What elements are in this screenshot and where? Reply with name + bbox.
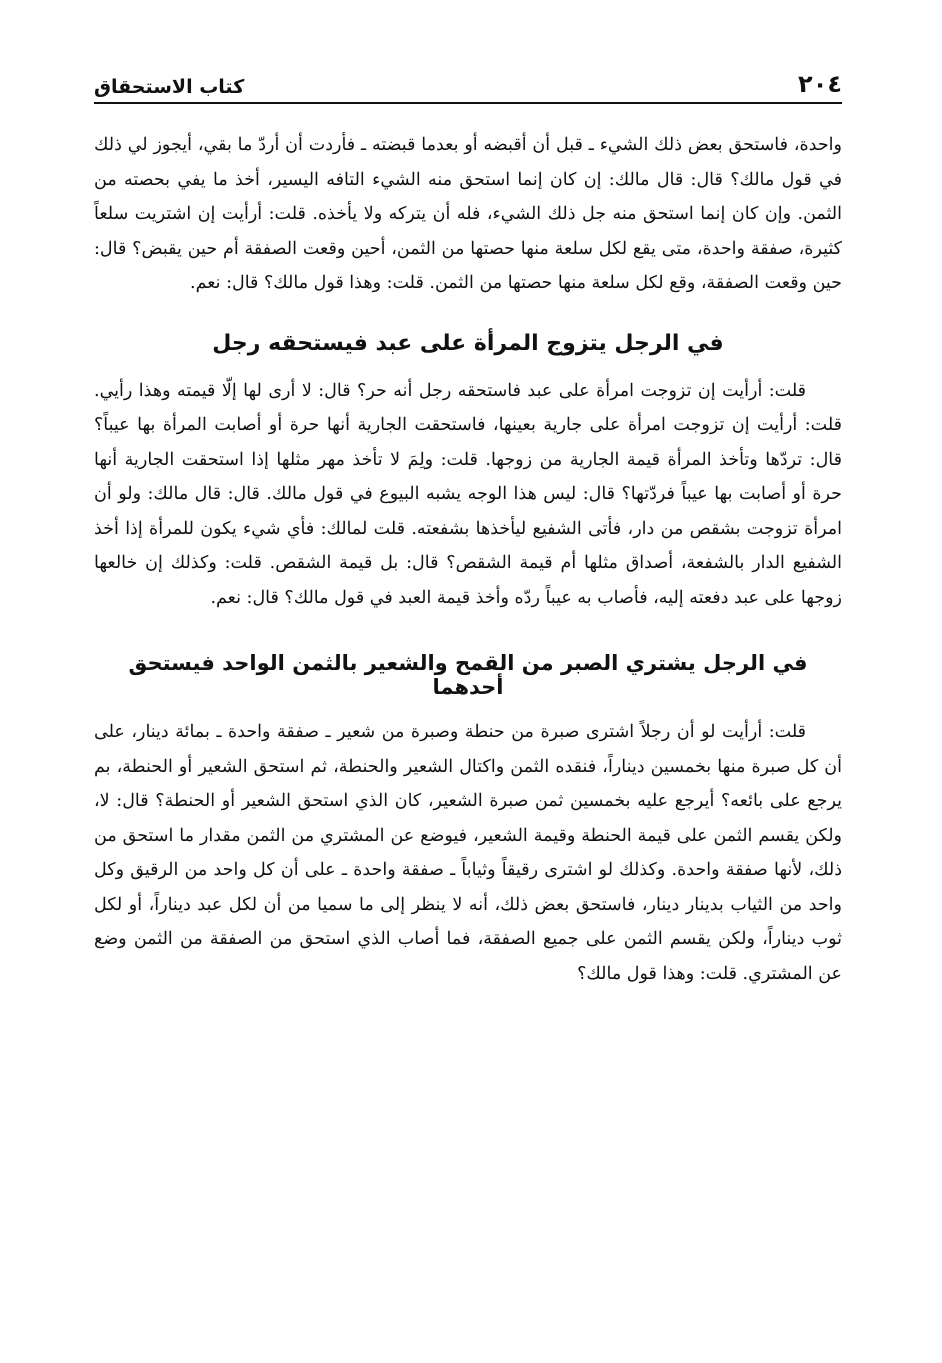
paragraph-continued: واحدة، فاستحق بعض ذلك الشيء ـ قبل أن أقبضه أو بعدما قبضته ـ فأردت أن أردّ ما بقي، أيجوز لي ذلك في قول مالك؟ قال: قال مالك: إن كان إنما استحق منه الشيء التافه اليسير، أخذ ما يفي بحصته من الثمن. وإن كان إنما استحق منه جل ذلك الشيء، فله أن يتركه ولا يأخذه. قلت: أرأيت إن اشتريت سلعاً كثيرة، صفقة واحدة، متى يقع لكل سلعة منها حصتها من الثمن، أحين وقعت الصفقة أم حين يقبض؟ قال: حين وقعت الصفقة، وقع لكل سلعة منها حصتها من الثمن. قلت: وهذا قول مالك؟ قال: نعم. [94,135,842,293]
paragraph-marriage-slave: قلت: أرأيت إن تزوجت امرأة على عبد فاستحقه رجل أنه حر؟ قال: لا أرى لها إلّا قيمته وهذا رأيي. قلت: أرأيت إن تزوجت امرأة على جارية بعينها، فاستحقت الجارية أنها حرة أو أصابت المرأة بها عيباً؟ قال: تردّها وتأخذ المرأة قيمة الجارية من زوجها. قلت: ولِمَ لا تأخذ مهر مثلها إذا استحقت الجارية أنها حرة أو أصابت بها عيباً فردّتها؟ قال: ليس هذا الوجه يشبه البيوع في قول مالك. قال: قال مالك: ولو أن امرأة تزوجت بشقص من دار، فأتى الشفيع ليأخذها بشفعته. قلت لمالك: فأي شيء يكون للمرأة إذا أخذ الشفيع الدار بالشفعة، أصداق مثلها أم قيمة الشقص؟ قال: بل قيمة الشقص. قلت: وكذلك إن خالعها زوجها على عبد دفعته إليه، فأصاب به عيباً ردّه وأخذ قيمة العبد في قول مالك؟ قال: نعم. [94,380,842,608]
page-number: ٢٠٤ [798,70,842,98]
section-heading-marriage-slave: في الرجل يتزوج المرأة على عبد فيستحقه رجل [212,330,724,356]
book-title: كتاب الاستحقاق [94,76,245,98]
paragraph-wheat-barley: قلت: أرأيت لو أن رجلاً اشترى صبرة من حنطة وصبرة من شعير ـ صفقة واحدة ـ بمائة دينار، على أن كل صبرة منها بخمسين ديناراً، فنقده الثمن واكتال الشعير والحنطة، ثم استحق الشعير أو الحنطة، بم يرجع على بائعه؟ أيرجع عليه بخمسين ثمن صبرة الشعير، كان الذي استحق الشعير أو الحنطة؟ قال: لا، ولكن يقسم الثمن على قيمة الحنطة وقيمة الشعير، فيوضع عن المشتري من الثمن مقدار ما استحق من ذلك، لأنها صفقة واحدة. وكذلك لو اشترى رقيقاً وثياباً ـ صفقة واحدة ـ على أن كل واحد من الرقيق وكل واحد من الثياب بدينار دينار، فاستحق بعض ذلك، أنه لا ينظر إلى ما سميا من أن لكل عبد ديناراً، أو لكل ثوب ديناراً، ولكن يقسم الثمن على جميع الصفقة، فما أصاب الذي استحق من الصفقة من الثمن وضع عن المشتري. قلت: وهذا قول مالك؟ [94,722,842,984]
running-header [94,62,842,104]
section-heading-wheat-barley: في الرجل يشتري الصبر من القمح والشعير بالثمن الواحد فيستحق أحدهما [128,651,808,699]
